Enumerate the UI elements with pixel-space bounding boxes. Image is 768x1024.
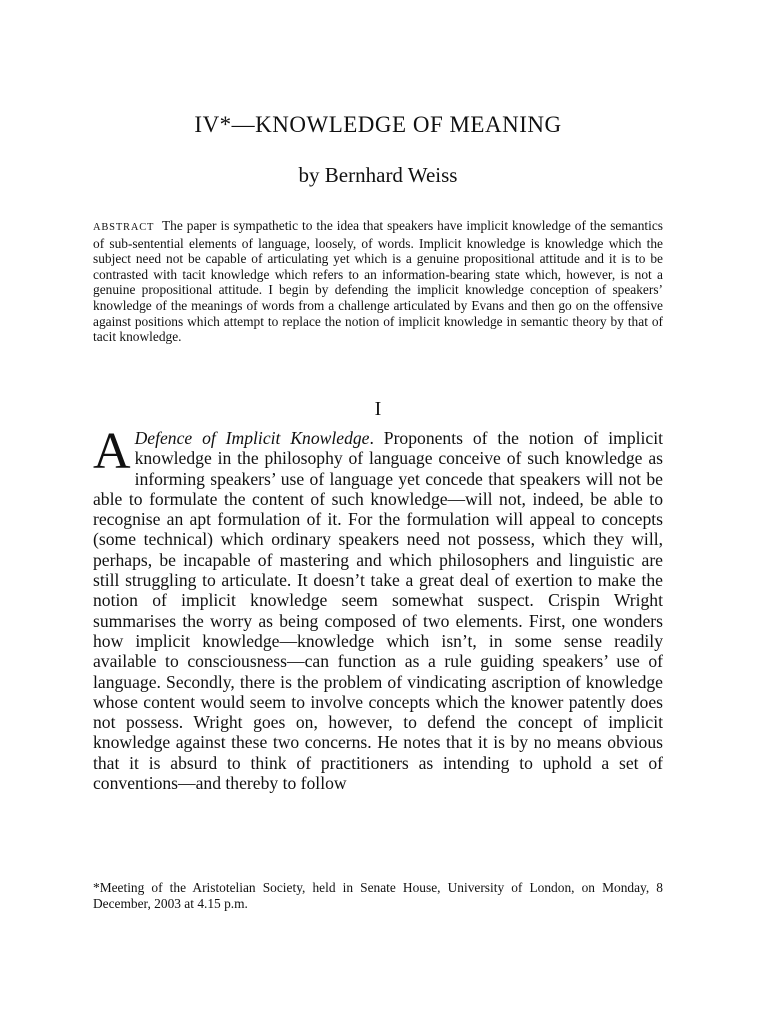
footnote: *Meeting of the Aristotelian Society, held in Senate House, University of London, on Monday, 8 December, 2003 at 4.15 p.m. — [93, 880, 663, 911]
paper-title: IV*—KNOWLEDGE OF MEANING — [194, 112, 562, 137]
abstract-text: The paper is sympathetic to the idea that speakers have implicit knowledge of the semantics of sub-sentential elements of language, loosely, of words. Implicit knowledge is knowledge which the subject need not be capable of articulating yet which is a genuine propositional attitude and it is to be contrasted with tacit knowledge which refers to an information-bearing state which, however, is not a genuine propositional attitude. I begin by defending the implicit knowledge conception of speakers’ knowledge of the meanings of words from a challenge articulated by Evans and then go on the offensive against positions which attempt to replace the notion of implicit knowledge in semantic theory by that of tacit knowledge. — [93, 218, 663, 345]
drop-cap: A — [93, 423, 131, 480]
author-line: by Bernhard Weiss — [298, 163, 458, 187]
abstract — [93, 218, 663, 345]
abstract-label: ABSTRACT — [93, 222, 155, 233]
paper-page — [93, 0, 663, 1024]
lead-italic-phrase: Defence of Implicit Knowledge — [134, 428, 370, 448]
body-paragraph — [93, 423, 663, 794]
body-text: . Proponents of the notion of implicit knowledge in the philosophy of language conceive of such knowledge as informing speakers’ use of language yet concede that speakers will not be able to formulate the content of such knowledge—will not, indeed, be able to recognise an apt formulation of it. For the formulation will appeal to concepts (some technical) which ordinary speakers need not possess, which they will, perhaps, be incapable of mastering and which philosophers and linguistic are still struggling to articulate. It doesn’t take a great deal of exertion to make the notion of implicit knowledge seem somewhat suspect. Crispin Wright summarises the worry as being composed of two elements. First, one wonders how implicit knowledge—knowledge which isn’t, in some sense readily available to consciousness—can function as a rule guiding speakers’ use of language. Secondly, there is the problem of vindicating ascription of knowledge whose content would seem to involve concepts which the knower patently does not possess. Wright goes on, however, to defend the concept of implicit knowledge against these two concerns. He notes that it is by no means obvious that it is absurd to think of practitioners as intending to uphold a set of conventions—and thereby to follow — [93, 428, 663, 794]
section-heading: I — [374, 398, 382, 420]
